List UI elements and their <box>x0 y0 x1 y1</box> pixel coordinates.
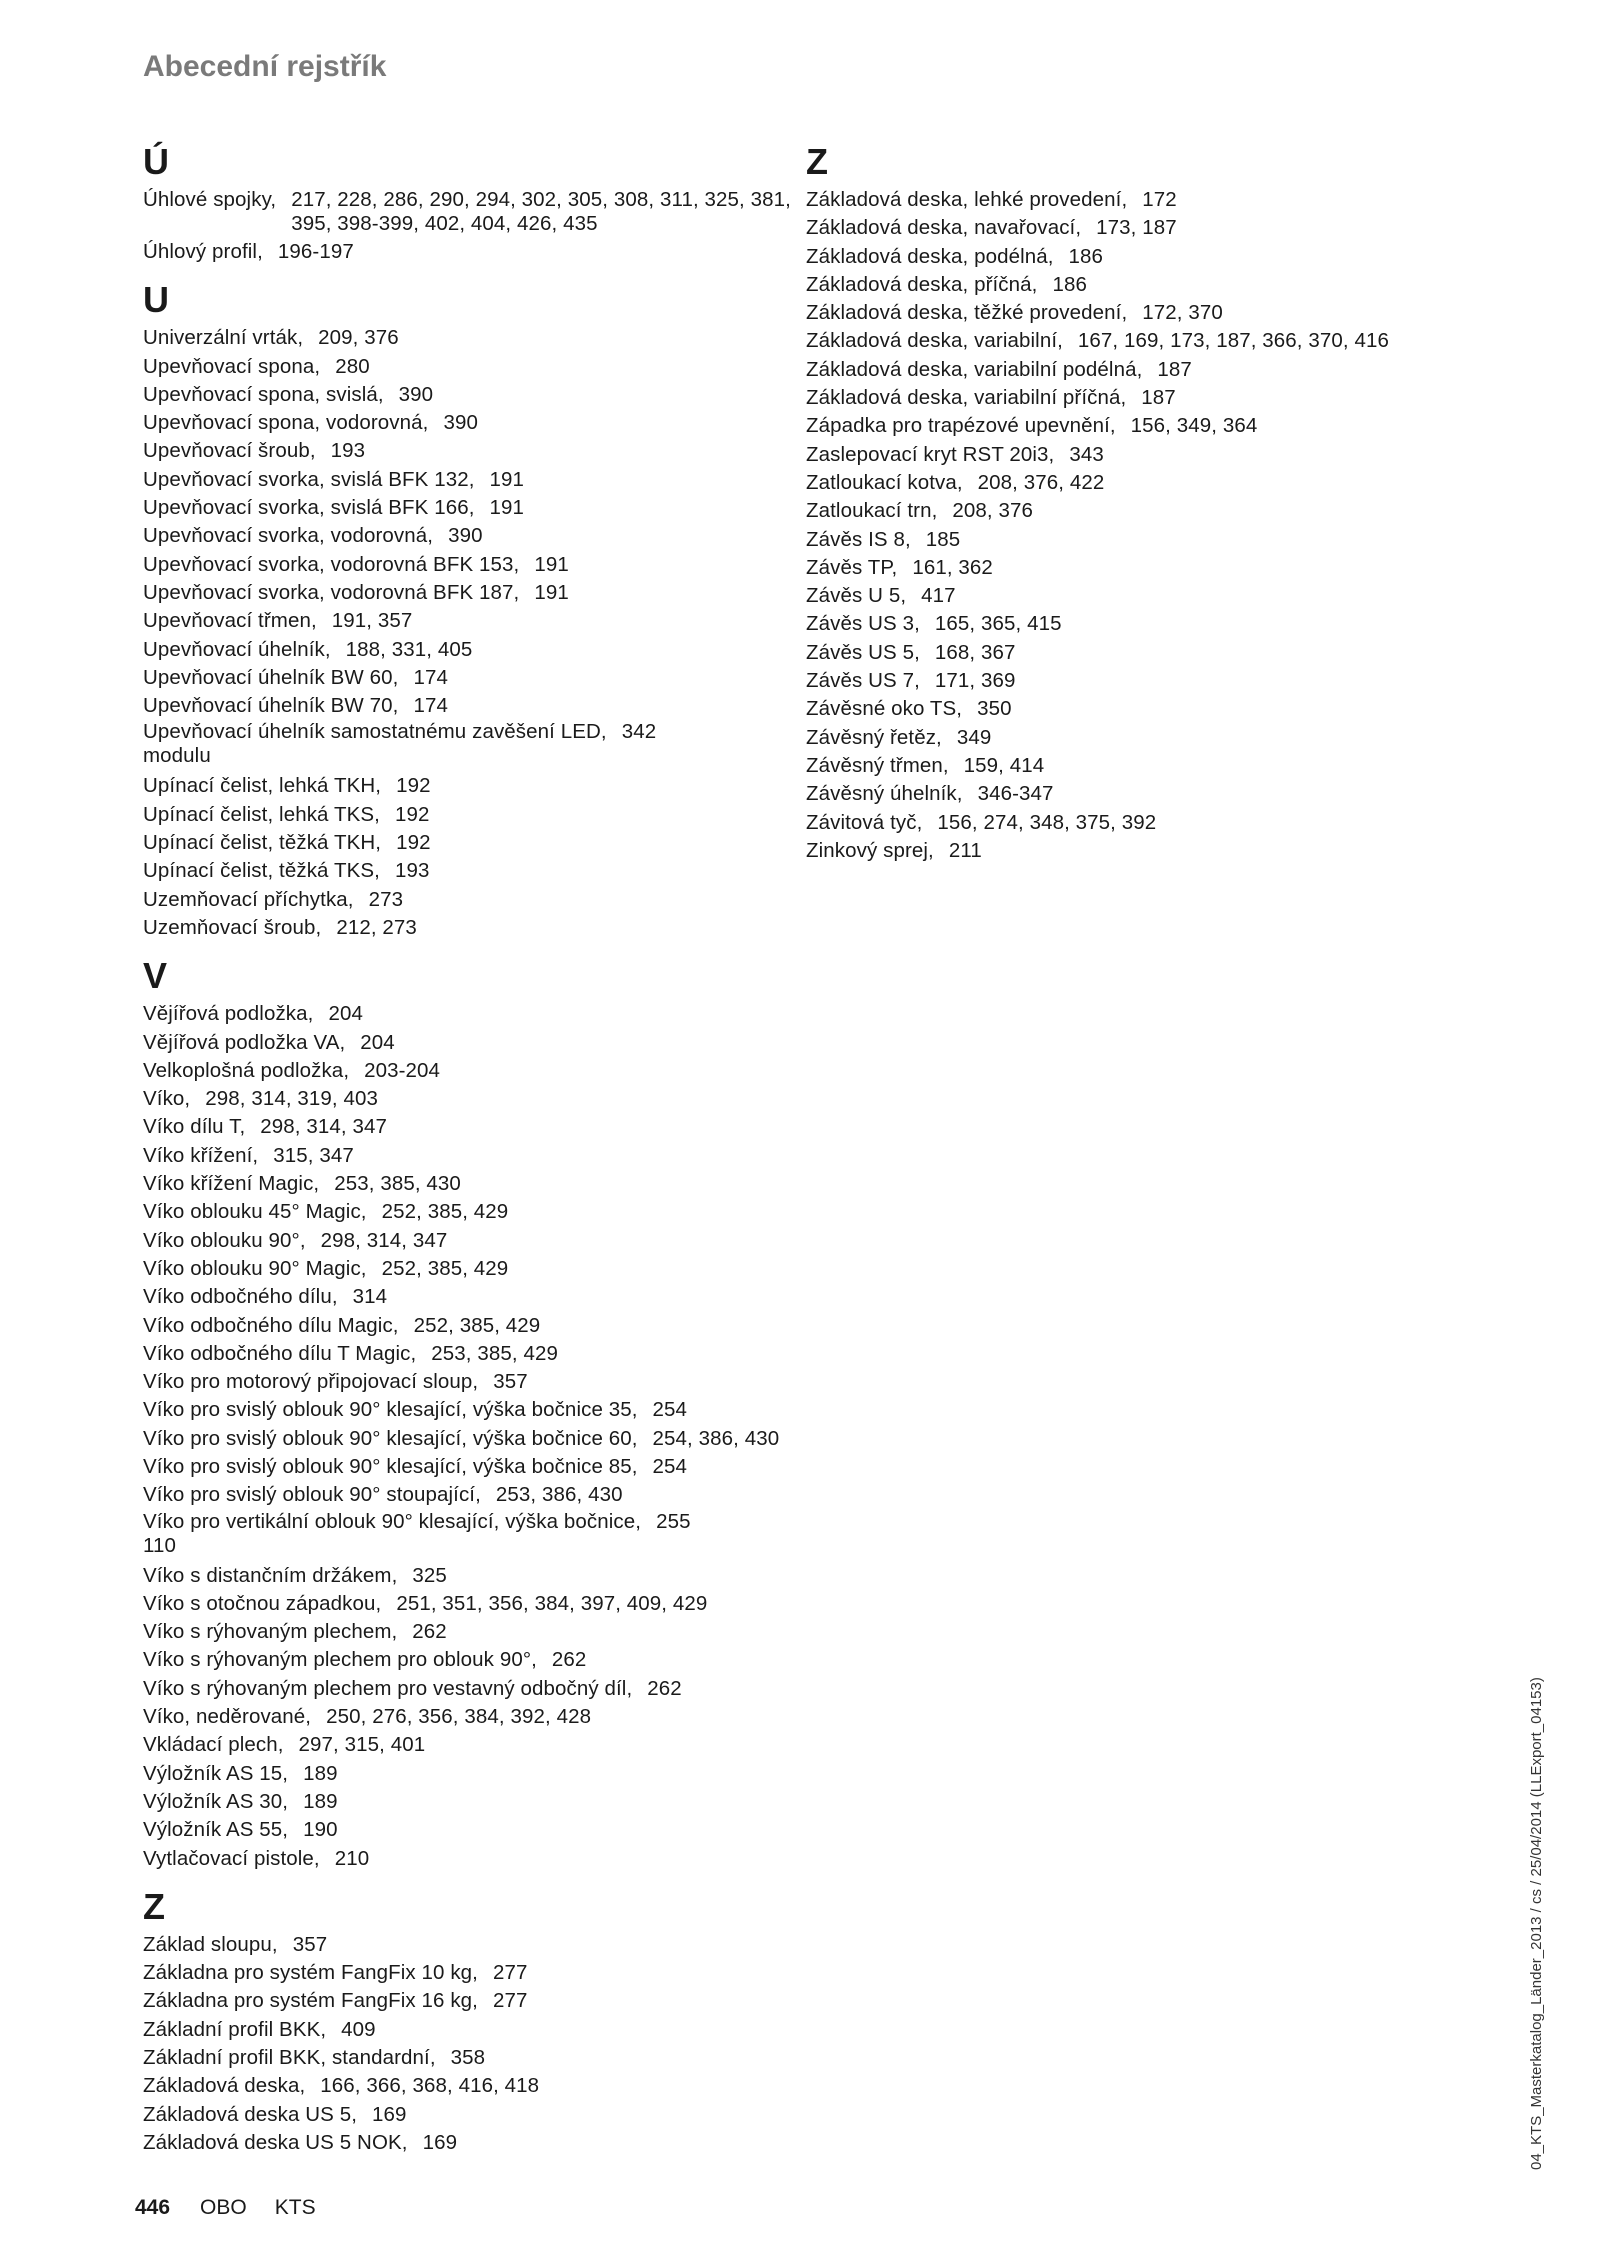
entry-term: Zaslepovací kryt RST 20i3, <box>806 442 1055 466</box>
entry-term: Víko oblouku 90° Magic, <box>143 1256 367 1280</box>
entry-pages: 156, 274, 348, 375, 392 <box>937 810 1157 834</box>
entry-pages: 251, 351, 356, 384, 397, 409, 429 <box>396 1591 708 1615</box>
index-entry <box>143 1425 803 1453</box>
entry-term: Výložník AS 55, <box>143 1818 289 1842</box>
entry-term: Základová deska US 5 NOK, <box>143 2130 408 2154</box>
entry-pages: 171, 369 <box>934 669 1016 693</box>
entry-term: Víko pro svislý oblouk 90° stoupající, <box>143 1483 481 1507</box>
entry-pages: 273 <box>368 887 404 911</box>
index-entry <box>143 1453 803 1481</box>
section-letter: Z <box>806 141 828 182</box>
entry-term: Víko odbočného dílu, <box>143 1285 338 1309</box>
entry-pages: 196-197 <box>277 240 354 263</box>
entry-term: Víko, neděrované, <box>143 1705 312 1729</box>
entry-pages: 191 <box>489 467 525 491</box>
entry-term: Závěs US 3, <box>806 612 920 636</box>
entry-pages: 208, 376 <box>952 499 1033 523</box>
entry-pages: 165, 365, 415 <box>934 612 1062 636</box>
entry-pages: 349 <box>956 725 992 749</box>
entry-term: Upevňovací úhelník samostatnému zavěšení LED, <box>143 720 607 744</box>
index-entry <box>143 1760 803 1788</box>
side-note: 04_KTS_Masterkatalog_Länder_2013 / cs / 25/04/2014 (LLExport_04153) <box>1528 1677 1545 2170</box>
index-entry <box>143 801 803 829</box>
entry-pages: 189 <box>303 1789 338 1813</box>
index-entry <box>143 1510 803 1562</box>
index-entry <box>806 469 1526 497</box>
index-entry <box>143 664 803 692</box>
entry-pages: 192 <box>394 802 430 826</box>
entry-pages: 156, 349, 364 <box>1130 414 1258 438</box>
entry-term: Základová deska, variabilní podélná, <box>806 357 1143 381</box>
index-entry <box>143 579 803 607</box>
entry-term: Základová deska, <box>143 2074 306 2098</box>
index-section-0 <box>143 142 803 266</box>
entry-term: Víko křížení, <box>143 1143 259 1167</box>
entry-pages: 254 <box>652 1454 688 1478</box>
entry-pages: 342 <box>621 720 657 744</box>
entry-term: Zatloukací trn, <box>806 499 938 523</box>
entry-term: Vějířová podložka, <box>143 1002 314 1026</box>
entry-pages: 161, 362 <box>912 555 993 579</box>
entry-term: Víko s otočnou západkou, <box>143 1591 382 1615</box>
entry-pages: 159, 414 <box>963 753 1045 777</box>
entry-term: Víko pro svislý oblouk 90° klesající, výška bočnice 60, <box>143 1426 638 1450</box>
entry-term: Upevňovací spona, svislá, <box>143 382 384 406</box>
entry-pages: 255 <box>656 1509 691 1533</box>
entry-term: Závěsný úhelník, <box>806 782 963 806</box>
entry-term: Základová deska US 5, <box>143 2102 358 2126</box>
index-entry <box>143 1029 803 1057</box>
entry-term: Víko křížení Magic, <box>143 1172 320 1196</box>
index-entry <box>143 1057 803 1085</box>
entry-pages: 417 <box>921 584 956 608</box>
entry-term: Vějířová podložka VA, <box>143 1030 346 1054</box>
index-entry <box>143 1816 803 1844</box>
entry-pages: 262 <box>551 1648 587 1672</box>
page-footer <box>135 2196 316 2220</box>
index-entry <box>143 1959 803 1987</box>
entry-pages: 188, 331, 405 <box>345 637 473 661</box>
entry-term: Upevňovací úhelník BW 60, <box>143 665 399 689</box>
index-column-right <box>806 142 1526 865</box>
index-entry <box>143 1590 803 1618</box>
entry-pages: 409 <box>341 2017 376 2041</box>
entry-pages: 167, 169, 173, 187, 366, 370, 416 <box>1077 329 1389 353</box>
index-entry <box>143 437 803 465</box>
entry-pages: 211 <box>948 838 982 862</box>
index-entry <box>143 2101 803 2129</box>
entry-pages: 280 <box>335 354 370 378</box>
entry-pages: 174 <box>413 665 448 689</box>
entry-term: Západka pro trapézové upevnění, <box>806 414 1116 438</box>
index-entry <box>143 324 803 352</box>
entry-term: Víko pro svislý oblouk 90° klesající, výška bočnice 35, <box>143 1398 638 1422</box>
index-entry <box>806 752 1526 780</box>
section-letter: Ú <box>143 141 169 182</box>
entry-pages: 298, 314, 347 <box>320 1228 448 1252</box>
index-entry <box>143 1340 803 1368</box>
footer-brand: OBO <box>200 2196 247 2219</box>
entry-term: Základna pro systém FangFix 16 kg, <box>143 1989 478 2013</box>
entry-pages: 252, 385, 429 <box>381 1200 509 1224</box>
entry-term: Závěsný třmen, <box>806 753 949 777</box>
index-entry <box>143 1085 803 1113</box>
section-letter: U <box>143 279 169 321</box>
index-entry <box>806 526 1526 554</box>
index-entry <box>143 522 803 550</box>
entry-term: Základní profil BKK, standardní, <box>143 2046 436 2070</box>
entry-term: Základová deska, variabilní příčná, <box>806 386 1127 410</box>
entry-pages: 277 <box>492 1989 528 2013</box>
entry-term: Základna pro systém FangFix 10 kg, <box>143 1961 478 1985</box>
entry-pages: 204 <box>360 1030 395 1054</box>
index-entry <box>806 667 1526 695</box>
entry-pages: 357 <box>292 1932 328 1956</box>
entry-pages: 315, 347 <box>273 1143 354 1167</box>
entry-pages: 262 <box>412 1620 447 1644</box>
index-entry <box>806 780 1526 808</box>
entry-pages: 346-347 <box>977 782 1054 806</box>
index-section-1 <box>143 280 803 942</box>
entry-pages: 297, 315, 401 <box>298 1733 426 1757</box>
entry-term: Upínací čelist, těžká TKH, <box>143 831 382 855</box>
index-entry <box>143 1562 803 1590</box>
entry-term: Upevňovací spona, <box>143 354 321 378</box>
entry-pages: 172 <box>1142 188 1177 211</box>
entry-pages: 173, 187 <box>1096 216 1177 240</box>
index-entry <box>806 554 1526 582</box>
index-entry <box>143 1000 803 1028</box>
index-entry <box>143 636 803 664</box>
index-entry <box>806 695 1526 723</box>
entry-pages: 189 <box>303 1761 338 1785</box>
entry-pages: 204 <box>328 1002 363 1026</box>
entry-pages: 186 <box>1052 272 1087 296</box>
footer-section: KTS <box>274 2196 316 2219</box>
index-entry <box>143 1396 803 1424</box>
entry-pages: 203-204 <box>364 1058 441 1082</box>
index-entry <box>143 2072 803 2100</box>
entry-pages: 390 <box>398 382 434 406</box>
entry-term: Závěs US 7, <box>806 669 920 693</box>
entry-pages: 191 <box>489 496 525 520</box>
entry-pages: 172, 370 <box>1142 301 1223 325</box>
entry-pages: 343 <box>1069 442 1104 466</box>
entry-pages: 253, 385, 429 <box>431 1341 558 1365</box>
index-entry <box>143 1618 803 1646</box>
index-entry <box>806 412 1526 440</box>
entry-pages: 210 <box>334 1846 370 1870</box>
entry-term: Upevňovací úhelník, <box>143 637 331 661</box>
index-entry <box>806 441 1526 469</box>
index-entry <box>143 186 803 238</box>
entry-term: Závěs US 5, <box>806 640 920 664</box>
entry-term: Upínací čelist, lehká TKS, <box>143 802 380 826</box>
index-entry <box>143 353 803 381</box>
index-entry <box>806 582 1526 610</box>
entry-term: Úhlové spojky, <box>143 188 277 211</box>
entry-term-continuation: 110 <box>143 1533 176 1557</box>
index-entry <box>143 1703 803 1731</box>
section-letter: Z <box>143 1885 165 1927</box>
index-entry <box>806 837 1526 865</box>
index-entry <box>143 1198 803 1226</box>
index-section-3 <box>143 1887 803 2157</box>
entry-term-continuation: modulu <box>143 744 211 768</box>
entry-pages: 166, 366, 368, 416, 418 <box>320 2074 540 2098</box>
entry-term: Základová deska, navařovací, <box>806 216 1082 240</box>
entry-term: Víko s distančním držákem, <box>143 1563 398 1587</box>
index-entry <box>143 1368 803 1396</box>
index-entry <box>143 886 803 914</box>
index-entry <box>143 720 803 772</box>
entry-term: Upevňovací třmen, <box>143 609 317 633</box>
index-entry <box>806 497 1526 525</box>
index-entry <box>143 1788 803 1816</box>
index-section-0 <box>806 142 1526 865</box>
entry-term: Zinkový sprej, <box>806 838 934 862</box>
entry-term: Víko oblouku 45° Magic, <box>143 1200 367 1224</box>
index-entry <box>143 238 803 266</box>
entry-term: Víko dílu T, <box>143 1115 246 1139</box>
index-entry <box>143 1227 803 1255</box>
entry-pages: 212, 273 <box>336 915 417 939</box>
entry-term: Upevňovací svorka, vodorovná BFK 153, <box>143 552 520 576</box>
entry-pages: 277 <box>492 1961 528 1985</box>
entry-term: Závěs U 5, <box>806 584 907 608</box>
index-entry <box>143 1481 803 1509</box>
entry-term: Základová deska, těžké provedení, <box>806 301 1128 325</box>
index-entry <box>143 2016 803 2044</box>
index-entry <box>806 186 1526 214</box>
index-entry <box>143 1283 803 1311</box>
index-entry <box>143 1845 803 1873</box>
index-entry <box>143 914 803 942</box>
entry-term: Upevňovací svorka, vodorovná, <box>143 524 434 548</box>
entry-pages: 209, 376 <box>318 326 399 350</box>
index-entry <box>143 551 803 579</box>
entry-term: Univerzální vrták, <box>143 326 304 350</box>
index-entry <box>143 1142 803 1170</box>
entry-pages: 262 <box>647 1676 682 1700</box>
index-entry <box>806 214 1526 242</box>
entry-term: Základová deska, lehké provedení, <box>806 188 1128 211</box>
index-section-2 <box>143 956 803 1873</box>
entry-pages: 252, 385, 429 <box>381 1256 509 1280</box>
entry-term: Výložník AS 30, <box>143 1789 289 1813</box>
entry-pages: 325 <box>412 1563 447 1587</box>
entry-term: Víko oblouku 90°, <box>143 1228 306 1252</box>
entry-term: Uzemňovací příchytka, <box>143 887 354 911</box>
entry-term: Víko, <box>143 1087 191 1111</box>
entry-pages: 253, 386, 430 <box>495 1483 623 1507</box>
index-entry <box>143 466 803 494</box>
entry-term: Víko s rýhovaným plechem, <box>143 1620 398 1644</box>
index-entry <box>143 1646 803 1674</box>
entry-term: Víko pro motorový připojovací sloup, <box>143 1370 479 1394</box>
index-entry <box>143 1731 803 1759</box>
entry-term: Velkoplošná podložka, <box>143 1058 350 1082</box>
entry-term: Závěs TP, <box>806 555 898 579</box>
entry-term: Upevňovací spona, vodorovná, <box>143 411 429 435</box>
index-entry <box>143 692 803 720</box>
index-entry <box>806 384 1526 412</box>
entry-pages: 191, 357 <box>331 609 413 633</box>
entry-term: Základová deska, podélná, <box>806 244 1054 268</box>
index-column-left <box>143 142 803 2157</box>
index-entry <box>143 857 803 885</box>
entry-term: Víko odbočného dílu T Magic, <box>143 1341 417 1365</box>
entry-term: Závěsné oko TS, <box>806 697 963 721</box>
entry-term: Upínací čelist, lehká TKH, <box>143 774 382 798</box>
entry-term: Uzemňovací šroub, <box>143 915 322 939</box>
index-entry <box>143 1931 803 1959</box>
entry-pages: 193 <box>394 859 430 883</box>
entry-term: Upínací čelist, těžká TKS, <box>143 859 380 883</box>
entry-pages: 254 <box>652 1398 688 1422</box>
index-entry <box>143 772 803 800</box>
index-entry <box>143 1312 803 1340</box>
entry-term: Upevňovací úhelník BW 70, <box>143 694 399 718</box>
entry-pages: 192 <box>396 831 431 855</box>
entry-term: Základová deska, příčná, <box>806 272 1038 296</box>
entry-pages: 187 <box>1157 357 1192 381</box>
entry-pages: 191 <box>534 552 569 576</box>
index-entry <box>143 409 803 437</box>
entry-term: Víko s rýhovaným plechem pro oblouk 90°, <box>143 1648 537 1672</box>
entry-pages: 192 <box>396 774 431 798</box>
entry-term: Upevňovací svorka, svislá BFK 132, <box>143 467 475 491</box>
entry-term: Základ sloupu, <box>143 1932 278 1956</box>
entry-pages: 357 <box>493 1370 528 1394</box>
index-entry <box>143 2044 803 2072</box>
entry-pages: 185 <box>925 527 961 551</box>
index-entry <box>806 639 1526 667</box>
entry-pages: 187 <box>1141 386 1176 410</box>
entry-term: Víko pro vertikální oblouk 90° klesající, výška bočnice, <box>143 1509 642 1533</box>
page-title: Abecední rejstřík <box>143 50 387 83</box>
entry-term: Závěsný řetěz, <box>806 725 942 749</box>
entry-term: Základová deska, variabilní, <box>806 329 1063 353</box>
index-entry <box>806 327 1526 355</box>
entry-term: Zatloukací kotva, <box>806 470 963 494</box>
entry-pages: 193 <box>330 439 366 463</box>
section-letter: V <box>143 955 168 997</box>
entry-pages: 254, 386, 430 <box>652 1426 780 1450</box>
index-entry <box>806 724 1526 752</box>
index-entry <box>143 1255 803 1283</box>
entry-pages: 250, 276, 356, 384, 392, 428 <box>326 1705 592 1729</box>
index-entry <box>806 809 1526 837</box>
entry-term: Závěs IS 8, <box>806 527 911 551</box>
entry-pages: 169 <box>372 2102 407 2126</box>
index-entry <box>806 243 1526 271</box>
index-entry <box>143 607 803 635</box>
index-entry <box>143 494 803 522</box>
index-entry <box>806 610 1526 638</box>
entry-term: Víko pro svislý oblouk 90° klesající, výška bočnice 85, <box>143 1454 638 1478</box>
entry-pages: 168, 367 <box>934 640 1016 664</box>
index-entry <box>143 829 803 857</box>
entry-term: Vytlačovací pistole, <box>143 1846 320 1870</box>
entry-term: Upevňovací svorka, svislá BFK 166, <box>143 496 475 520</box>
entry-term: Vkládací plech, <box>143 1733 284 1757</box>
entry-term: Víko odbočného dílu Magic, <box>143 1313 399 1337</box>
entry-pages: 298, 314, 319, 403 <box>205 1087 379 1111</box>
entry-pages: 314 <box>352 1285 388 1309</box>
entry-term: Upevňovací šroub, <box>143 439 316 463</box>
entry-pages: 252, 385, 429 <box>413 1313 541 1337</box>
index-entry <box>806 299 1526 327</box>
index-entry <box>143 1987 803 2015</box>
index-entry <box>143 1113 803 1141</box>
entry-pages: 253, 385, 430 <box>334 1172 461 1196</box>
index-entry <box>143 1675 803 1703</box>
entry-pages: 186 <box>1068 244 1104 268</box>
index-entry <box>143 1170 803 1198</box>
entry-pages: 208, 376, 422 <box>977 470 1105 494</box>
entry-pages: 298, 314, 347 <box>260 1115 387 1139</box>
entry-pages: 390 <box>448 524 483 548</box>
entry-term: Úhlový profil, <box>143 240 263 263</box>
entry-pages: 169 <box>422 2130 458 2154</box>
entry-term: Závitová tyč, <box>806 810 923 834</box>
entry-pages: 358 <box>450 2046 486 2070</box>
entry-pages: 217, 228, 286, 290, 294, 302, 305, 308, 311, 325, 381, 395, 398-399, 402, 404, 426, 435 <box>291 188 791 235</box>
entry-term: Základní profil BKK, <box>143 2017 327 2041</box>
index-entry <box>806 356 1526 384</box>
index-entry <box>143 381 803 409</box>
entry-term: Výložník AS 15, <box>143 1761 289 1785</box>
entry-pages: 191 <box>534 580 569 604</box>
index-entry <box>143 2129 803 2157</box>
entry-pages: 174 <box>413 694 448 718</box>
page-number: 446 <box>135 2196 171 2219</box>
entry-term: Víko s rýhovaným plechem pro vestavný odbočný díl, <box>143 1676 633 1700</box>
entry-pages: 390 <box>443 411 478 435</box>
entry-pages: 350 <box>977 697 1012 721</box>
index-entry <box>806 271 1526 299</box>
entry-pages: 190 <box>303 1818 338 1842</box>
entry-term: Upevňovací svorka, vodorovná BFK 187, <box>143 580 520 604</box>
